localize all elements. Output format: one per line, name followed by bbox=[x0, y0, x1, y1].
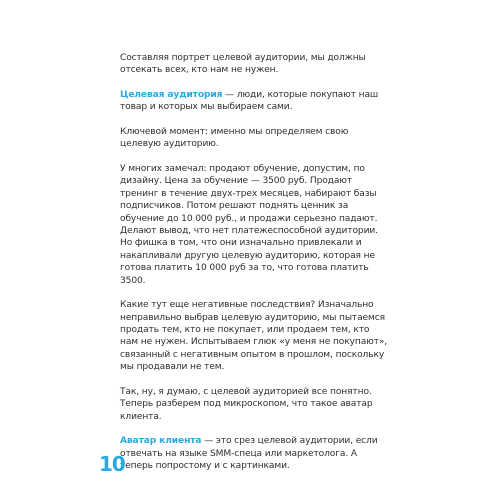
paragraph-5 bbox=[120, 299, 388, 373]
body-text bbox=[120, 52, 388, 485]
paragraph-2-text: — люди, которые покупают наш товар и которых мы выбираем сами. bbox=[120, 90, 379, 113]
term-target-audience: Целевая аудитория bbox=[120, 90, 223, 100]
paragraph-7 bbox=[120, 435, 388, 472]
paragraph-1-text: Составляя портрет целевой аудитории, мы должны отсекать всех, кто нам не нужен. bbox=[120, 53, 366, 76]
term-client-avatar: Аватар клиента bbox=[120, 436, 202, 447]
paragraph-3 bbox=[120, 126, 388, 151]
paragraph-7-text: — это срез целевой аудитории, если отвечать на языке SMM-спеца или маркетолога. А теперь попростому и с картинками. bbox=[120, 436, 378, 472]
page-number: 10 bbox=[99, 452, 125, 476]
paragraph-3-text: Ключевой момент: именно мы определяем свою целевую аудиторию. bbox=[120, 127, 349, 150]
paragraph-6 bbox=[120, 386, 388, 423]
paragraph-5-text: Какие тут еще негативные последствия? Изначально неправильно выбрав целевую аудиторию, мы пытаемся продать тем, кто не покупает, или продаем тем, кто нам не нужен. Испытываем глюк «у меня не покупают», связанный с негативным опытом в прошлом, поскольку мы продавали не тем. bbox=[120, 300, 388, 373]
paragraph-6-text: Так, ну, я думаю, с целевой аудиторией все понятно. Теперь разберем под микроскопом, что такое аватар клиента. bbox=[120, 386, 373, 422]
paragraph-2 bbox=[120, 89, 388, 114]
paragraph-4 bbox=[120, 163, 388, 287]
paragraph-1 bbox=[120, 52, 388, 77]
paragraph-4-text: У многих замечал: продают обучение, допустим, по дизайну. Цена за обучение — 3500 руб. Продают тренинг в течение двух-трех месяцев, набирают базы подписчиков. Потом решают поднять ценник за обучение до 10 000 руб., и продажи серьезно падают. Делают вывод, что нет платежеспособной аудитории. Но фишка в том, что они изначально привлекали и накапливали другую целевую аудиторию, которая не готова платить 10 000 руб за то, что готова платить 3500. bbox=[120, 164, 378, 286]
